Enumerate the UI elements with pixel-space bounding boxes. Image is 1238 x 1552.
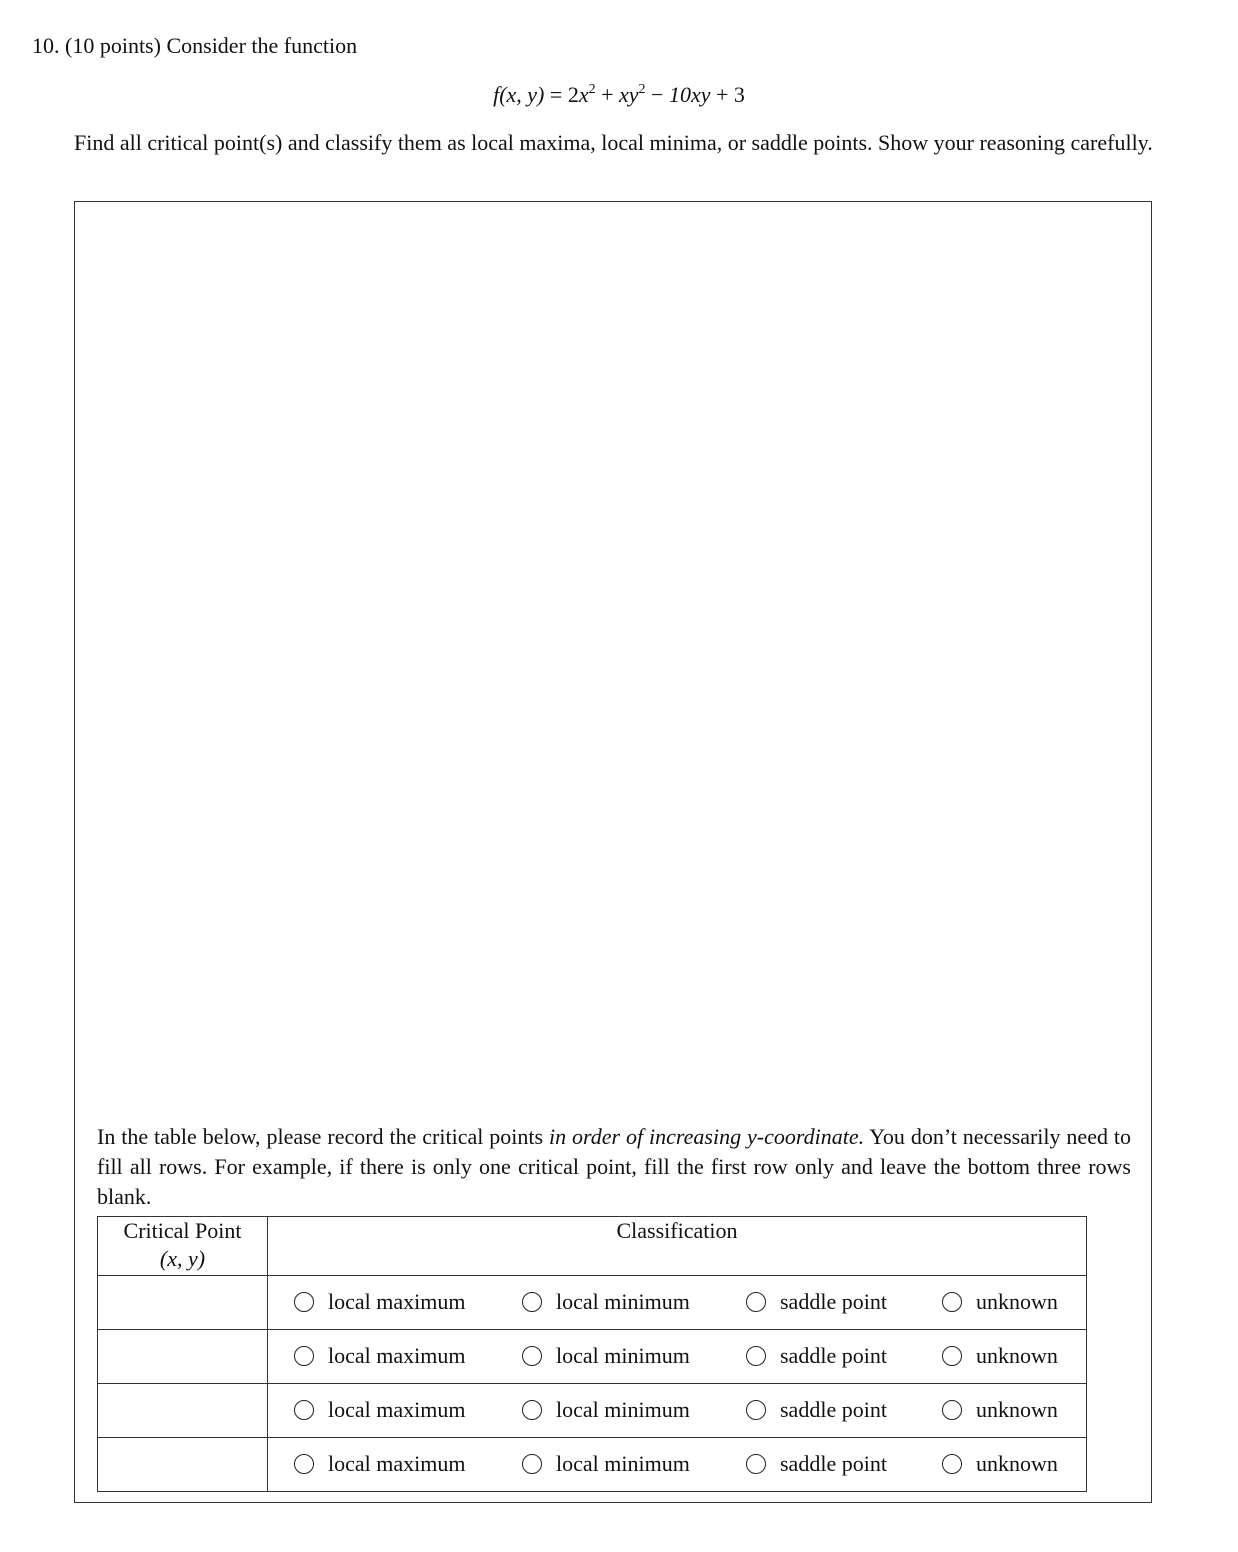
header-classification: Classification xyxy=(268,1217,1087,1276)
question-prompt: Find all critical point(s) and classify them as local maxima, local minima, or saddle points. Show your reasoning carefully. xyxy=(74,130,1153,155)
radio-button[interactable] xyxy=(294,1454,314,1474)
table-header-row xyxy=(98,1217,1087,1276)
option-local-minimum[interactable]: local minimum xyxy=(522,1289,690,1315)
function-formula: f(x, $y) = 2x^2 + xy^2 - 10xy + 3$ xyxy=(493,82,745,107)
critical-point-cell[interactable] xyxy=(98,1384,268,1438)
radio-button[interactable] xyxy=(942,1346,962,1366)
option-local-maximum[interactable]: local maximum xyxy=(294,1451,465,1477)
radio-button[interactable] xyxy=(522,1454,542,1474)
option-saddle-point[interactable]: saddle point xyxy=(746,1451,887,1477)
option-unknown[interactable]: unknown xyxy=(942,1343,1058,1369)
critical-point-cell[interactable] xyxy=(98,1276,268,1330)
table-row xyxy=(98,1276,1087,1330)
header-critical-point: Critical Point (x, y) xyxy=(98,1217,268,1276)
option-local-minimum[interactable]: local minimum xyxy=(522,1397,690,1423)
table-row xyxy=(98,1438,1087,1492)
option-unknown[interactable]: unknown xyxy=(942,1289,1058,1315)
question-points: (10 points) xyxy=(65,33,161,58)
option-saddle-point[interactable]: saddle point xyxy=(746,1397,887,1423)
classification-cell xyxy=(268,1438,1087,1492)
option-local-minimum[interactable]: local minimum xyxy=(522,1343,690,1369)
classification-cell xyxy=(268,1384,1087,1438)
radio-button[interactable] xyxy=(942,1454,962,1474)
classification-cell xyxy=(268,1276,1087,1330)
option-local-minimum[interactable]: local minimum xyxy=(522,1451,690,1477)
option-local-maximum[interactable]: local maximum xyxy=(294,1397,465,1423)
radio-button[interactable] xyxy=(746,1454,766,1474)
question-number: 10. xyxy=(32,33,60,58)
radio-button[interactable] xyxy=(746,1292,766,1312)
question-intro: Consider the function xyxy=(166,33,358,58)
option-local-maximum[interactable]: local maximum xyxy=(294,1343,465,1369)
radio-button[interactable] xyxy=(522,1400,542,1420)
option-saddle-point[interactable]: saddle point xyxy=(746,1343,887,1369)
radio-button[interactable] xyxy=(522,1292,542,1312)
radio-button[interactable] xyxy=(294,1346,314,1366)
header-coordinates: (x, y) xyxy=(159,1246,206,1271)
option-unknown[interactable]: unknown xyxy=(942,1451,1058,1477)
radio-button[interactable] xyxy=(746,1400,766,1420)
radio-button[interactable] xyxy=(942,1292,962,1312)
option-saddle-point[interactable]: saddle point xyxy=(746,1289,887,1315)
critical-point-cell[interactable] xyxy=(98,1330,268,1384)
table-row xyxy=(98,1330,1087,1384)
table-row xyxy=(98,1384,1087,1438)
radio-button[interactable] xyxy=(942,1400,962,1420)
radio-button[interactable] xyxy=(522,1346,542,1366)
critical-point-cell[interactable] xyxy=(98,1438,268,1492)
radio-button[interactable] xyxy=(294,1400,314,1420)
question-header xyxy=(32,32,357,60)
classification-cell xyxy=(268,1330,1087,1384)
option-unknown[interactable]: unknown xyxy=(942,1397,1058,1423)
table-instructions: In the table below, please record the critical points in order of increasing y-coordinate. You don’t necessarily need to fill all rows. For example, if there is only one critical point, fill the first row only and leave the bottom three rows blank. xyxy=(97,1124,1131,1209)
option-local-maximum[interactable]: local maximum xyxy=(294,1289,465,1315)
answer-box[interactable] xyxy=(74,201,1152,1503)
radio-button[interactable] xyxy=(294,1292,314,1312)
radio-button[interactable] xyxy=(746,1346,766,1366)
critical-points-table xyxy=(97,1216,1087,1492)
